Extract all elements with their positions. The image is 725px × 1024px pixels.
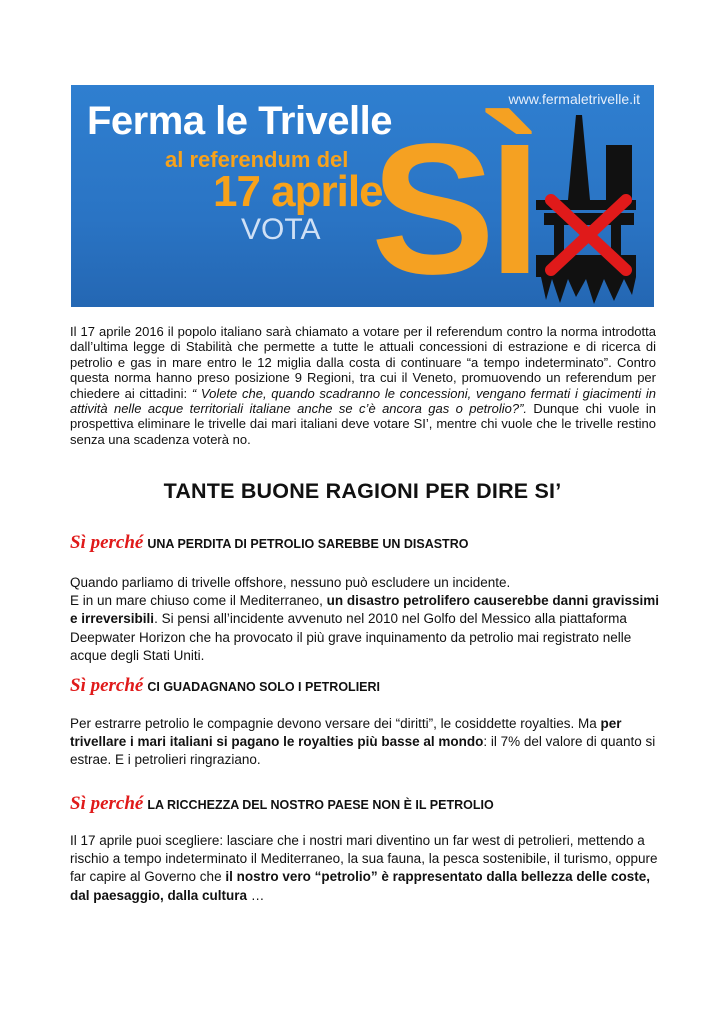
intro-text-2: Dunque chi vuole in prospettiva eliminare le trivelle dai mari italiani deve votare SI’, mentre chi vuole che le trivelle restino senza una scadenza voterà no. bbox=[70, 401, 656, 447]
section-bold-text: per trivellare i mari italiani si pagano le royalties più basse al mondo bbox=[70, 716, 622, 750]
section-text: Il 17 aprile puoi scegliere: lasciare che i nostri mari diventino un far west di petrolieri, mettendo a rischio a tempo indeterminato il Mediterraneo, la sua fauna, la pesca sostenibile, il turismo, oppure far capire al Governo che bbox=[70, 833, 658, 885]
banner-vota: VOTA bbox=[241, 213, 321, 246]
section-heading bbox=[70, 793, 494, 815]
section-lead: Sì perché bbox=[70, 793, 144, 814]
section-text: . Si pensi all’incidente avvenuto nel 2010 nel Golfo del Messico alla piattaforma Deepwater Horizon che ha provocato il più grave inquinamento da petrolio mai registrato nelle acque degli Stati Uniti. bbox=[70, 611, 632, 663]
section-body bbox=[70, 832, 660, 905]
section-text: : il 7% del valore di quanto si estrae. E i petrolieri ringraziano. bbox=[70, 734, 656, 768]
section-bold-text: il nostro vero “petrolio” è rappresentato dalla bellezza delle coste, dal paesaggio, dalla cultura bbox=[70, 869, 650, 903]
section-title: UNA PERDITA DI PETROLIO SAREBBE UN DISASTRO bbox=[147, 537, 469, 551]
section-title: LA RICCHEZZA DEL NOSTRO PAESE NON È IL PETROLIO bbox=[147, 798, 494, 812]
section-text: Quando parliamo di trivelle offshore, nessuno può escludere un incidente. bbox=[70, 575, 511, 590]
intro-quote: “ Volete che, quando scadranno le concessioni, vengano fermati i giacimenti in attività nelle acque territoriali italiane anche se c’è ancora gas o petrolio?”. bbox=[70, 385, 656, 417]
section-title: CI GUADAGNANO SOLO I PETROLIERI bbox=[147, 680, 381, 694]
banner-date: 17 aprile bbox=[213, 167, 383, 216]
section-text: Per estrarre petrolio le compagnie devono versare dei “diritti”, le cosiddette royalties. Ma bbox=[70, 716, 601, 731]
page-headline: TANTE BUONE RAGIONI PER DIRE SI’ bbox=[163, 479, 562, 503]
intro-paragraph bbox=[70, 324, 656, 447]
banner-si: SÌ bbox=[371, 106, 535, 307]
section-body bbox=[70, 715, 660, 770]
section-lead: Sì perché bbox=[70, 532, 144, 553]
section-text: … bbox=[247, 887, 265, 903]
banner-subtitle: al referendum del bbox=[165, 147, 349, 172]
section-text: E in un mare chiuso come il Mediterraneo, bbox=[70, 593, 327, 609]
referendum-banner bbox=[71, 85, 654, 307]
section-body bbox=[70, 574, 660, 665]
oil-rig-icon bbox=[516, 105, 651, 305]
section-bold-text: un disastro petrolifero causerebbe danni gravissimi e irreversibili bbox=[70, 593, 659, 627]
banner-url: www.fermaletrivelle.it bbox=[508, 91, 640, 107]
section-lead: Sì perché bbox=[70, 675, 144, 696]
intro-text-1: Il 17 aprile 2016 il popolo italiano sarà chiamato a votare per il referendum contro la norma introdotta dall’ultima legge di Stabilità che permette a tutte le attuali concessioni di estrazione e di ricerca di petrolio e gas in mare entro le 12 miglia dalla costa di continuare “a tempo indeterminato”. Contro questa norma hanno preso posizione 9 Regioni, tra cui il Veneto, promuovendo un referendum per chiedere ai cittadini: bbox=[70, 324, 656, 401]
section-heading bbox=[70, 675, 380, 697]
section-heading bbox=[70, 532, 468, 554]
banner-title: Ferma le Trivelle bbox=[87, 99, 393, 143]
